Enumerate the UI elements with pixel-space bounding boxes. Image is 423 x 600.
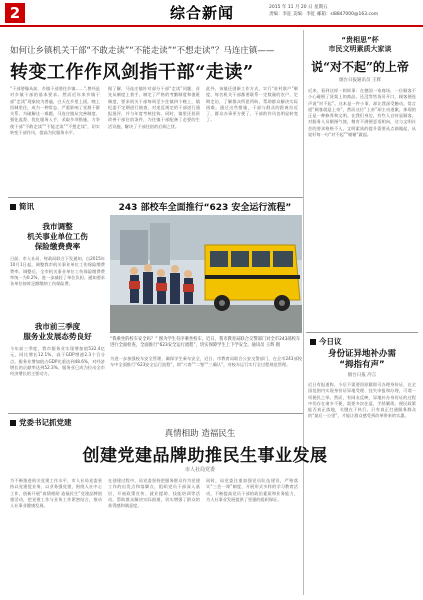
today-tag: 今日议 [310, 336, 342, 347]
today-body: 近日有报道称，今后不需要回原籍即可办理身份证，在全国范围内实现身份证异地受理、挂失申报和办理，可谓一项便民之举。然而，有网友反映，异地补办身份证的过程中仍存在诸多不便，需要多次往返，手续繁琐。便民政策能否真正落地，关键在于执行。只有真正打通服务群众的“最后一公里”，才能让群众感受到改革带来的实惠。 [308, 382, 416, 419]
lead-kicker: 如何让乡镇机关干部“不敢走读”“不能走读”“不想走读”？马连庄镇—— [10, 46, 275, 56]
today-author: 烟台日报 冷言 [347, 373, 377, 378]
today-title-line2: “拇指有声” [339, 360, 385, 370]
side-kicker-1: “贵相思”杯 [341, 36, 379, 44]
party-rule [8, 413, 303, 414]
section-rule [8, 197, 303, 198]
party-tag: 党委书记抓党建 [10, 417, 72, 428]
brief-1-body: 日前，市人社局、财政局联合下发通知，自2015年10月1日起，调整我市机关事业单位工伤保险缴费费率。调整后，全市机关事业单位工伤保险缴费费率统一为0.2%，进一步减轻了单位负担。通知要求各单位按时足额缴纳工伤保险费。 [10, 256, 105, 287]
side-title: 说“对不起”的上帝 [311, 60, 409, 74]
lead-title: 转变工作作风剑指干部“走读” [10, 62, 254, 83]
today-rule [306, 332, 418, 333]
side-body: 近来，看到这样一则故事：在德国一家商场，一位顾客不小心碰倒了货架上的商品，还没等售货员开口，顾客便连声说“对不起”。这本是一件小事，却让我深受触动。常言道“顾客就是上帝”，然而这位“上帝”却主动道歉，体现的正是一种修养和文明。在我们身边，有些人自恃是顾客，对服务人员颐指气使，稍有不满便恶语相向，这与文明社会的要求格格不入。文明素质的提升需要从点滴做起，从说好每一句“对不起”“谢谢”做起。 [308, 88, 416, 138]
side-author: 烟台日报通讯员 王辉 [339, 78, 381, 83]
today-title-line1: 身份证异地补办需 [327, 349, 396, 359]
lead-column-1: “干部要像从前、乡镇干部要住乡镇……”,曾经是对乡镇干部的基本要求。然而近年来乡镇干部“走读”现象较为普遍，白天在乡里上班，晚上回城里住，成为一种常态，严重影响了党群干群关系。为破解这一难题，马连庄镇从完善制度、强化监督、优化服务入手，采取多项措施，力争使干部“不敢走读”“不能走读”“不想走读”，切实转变干部作风，提高为民服务水平。 [10, 86, 100, 136]
party-column-3: 同时，局党委注重加强党员队伍建设，严格落实“三会一课”制度，开展形式多样的学习教育活动，不断提高党员干部的政治素质和业务能力，为人社事业发展提供了坚强的组织保证。 [206, 478, 298, 502]
brief-2-body: 今年前三季度，我市服务业实现增加值532.4亿元，同比增长12.1%，高于GDP增速2.3个百分点。服务业增加值占GDP比重达到48.6%，对经济增长的贡献率达到52.3%，服务业已成为拉动全市经济增长的主要动力。 [10, 346, 105, 377]
photo-story-body: 为进一步加强校车安全管理，确保学生乘车安全，近日，市教育局联合公安交警部门，在全市243部校车中全面推行“623安全运行流程”，即“六查”“二签”“三确认”，对校车运行实行全过程规范管理。 [110, 356, 302, 368]
header-editors: 责编：李征 美编：李征 邮箱：sl8847000@163.com [269, 12, 379, 17]
party-kicker: 真情相助 造福民生 [164, 429, 236, 439]
today-title [312, 349, 412, 371]
photo-caption: “我乘坐的校车安全吗？” 图为学生有序乘坐校车。近日，我市教育局联合交警部门对全市243部校车进行全面检查，全面推行“623安全运行流程”，切实保障学生上下学安全。通讯员 王辉 摄 [110, 337, 301, 349]
brief-2-title-line2: 服务业发展态势良好 [23, 332, 92, 341]
brief-1-title-line3: 保险缴费费率 [34, 242, 81, 251]
lead-column-3: 此外，该镇还创新工作方式，实行“驻村联户”制度，每名机关干部都要联系一定数量的农户，定期走访，了解群众所思所盼，帮助群众解决实际困难。通过这些措施，干部与群众的距离拉近了，群众办事更方便了，干部的作风也明显转变了。 [206, 86, 298, 123]
party-column-1: 为不断推进机关党建工作水平，市人社局党委坚持以党建促业务，以业务强党建，围绕人社中心工作，创新开展“真情相助 造福民生”党建品牌创建活动，把党建工作与业务工作紧密结合，推动人社事业健康发展。 [10, 478, 102, 509]
school-bus-photo [110, 215, 302, 333]
party-author: 市人社局党委 [184, 467, 215, 473]
side-kicker-2: 市民文明素质大家谈 [328, 45, 392, 53]
brief-1-title [10, 222, 105, 252]
party-title: 创建党建品牌助推民生事业发展 [82, 446, 328, 466]
brief-1-title-line2: 机关事业单位工伤 [27, 232, 88, 241]
page-header [0, 0, 423, 27]
brief-2-title-line1: 我市前三季度 [34, 322, 81, 331]
header-meta [269, 4, 419, 18]
briefs-tag: 简讯 [10, 201, 34, 212]
side-head [304, 36, 416, 83]
school-bus-illustration [110, 215, 302, 333]
brief-2-title [10, 322, 105, 342]
lead-column-2: 据了解，马连庄镇针对部分干部“走读”问题，首先从制度上着手，制定了严格的考勤制度和值班制度，要求机关干部每周至少住镇四个晚上，镇纪委不定期进行抽查，对违反规定的干部进行通报批评，并与年度考核挂钩。同时，镇里还投资改善干部住宿条件，为住镇干部配备了必要的生活设施，解决了干部住宿的后顾之忧。 [108, 86, 200, 129]
page-number: 2 [5, 3, 25, 23]
section-name: 综合新闻 [170, 4, 235, 22]
header-date: 2015 年 11 月 20 日 星期五 [269, 5, 328, 10]
brief-1-title-line1: 我市调整 [42, 222, 73, 231]
column-divider-lower [303, 340, 304, 595]
photo-story-title: 243 部校车全面推行“623 安全运行流程” [118, 203, 292, 213]
party-column-2: 在创建过程中，局党委坚持把服务群众作为党建工作的出发点和落脚点，组织党员干部深入基层，开展政策宣传、就业援助、技能培训等活动，帮助群众解决实际困难，切实增强了群众的获得感和满意度。 [108, 478, 200, 509]
